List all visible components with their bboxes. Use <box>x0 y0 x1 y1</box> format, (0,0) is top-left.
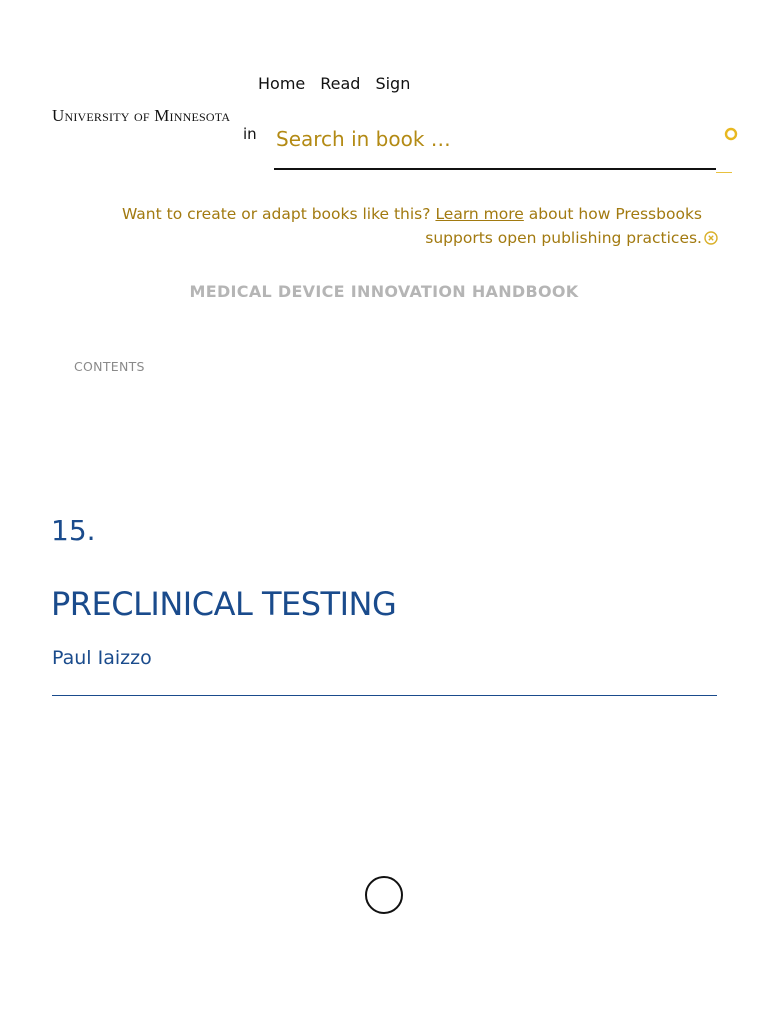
university-logo[interactable]: University of Minnesota <box>52 106 231 125</box>
promo-text-after: about how Pressbooks supports open publishing practices. <box>425 205 702 247</box>
search-underline-accent <box>716 172 732 173</box>
chapter-title: PRECLINICAL TESTING <box>51 585 397 623</box>
chapter-divider <box>52 695 717 696</box>
chapter-author: Paul Iaizzo <box>52 647 152 669</box>
nav-home-link[interactable]: Home <box>258 74 306 93</box>
book-title[interactable]: MEDICAL DEVICE INNOVATION HANDBOOK <box>189 282 579 301</box>
search-scope-label: in <box>243 125 257 143</box>
contents-toggle[interactable]: CONTENTS <box>74 359 145 374</box>
close-icon[interactable] <box>703 230 719 246</box>
chapter-number: 15. <box>51 514 96 547</box>
promo-text-before: Want to create or adapt books like this? <box>121 205 431 223</box>
search-icon[interactable] <box>724 127 738 141</box>
search-input[interactable] <box>274 110 716 170</box>
nav-sign-link[interactable]: Sign <box>375 74 411 93</box>
top-nav <box>258 74 410 93</box>
promo-banner <box>100 202 702 250</box>
nav-read-link[interactable]: Read <box>320 74 361 93</box>
circle-button[interactable] <box>365 876 403 914</box>
learn-more-link[interactable]: Learn more <box>435 205 524 223</box>
